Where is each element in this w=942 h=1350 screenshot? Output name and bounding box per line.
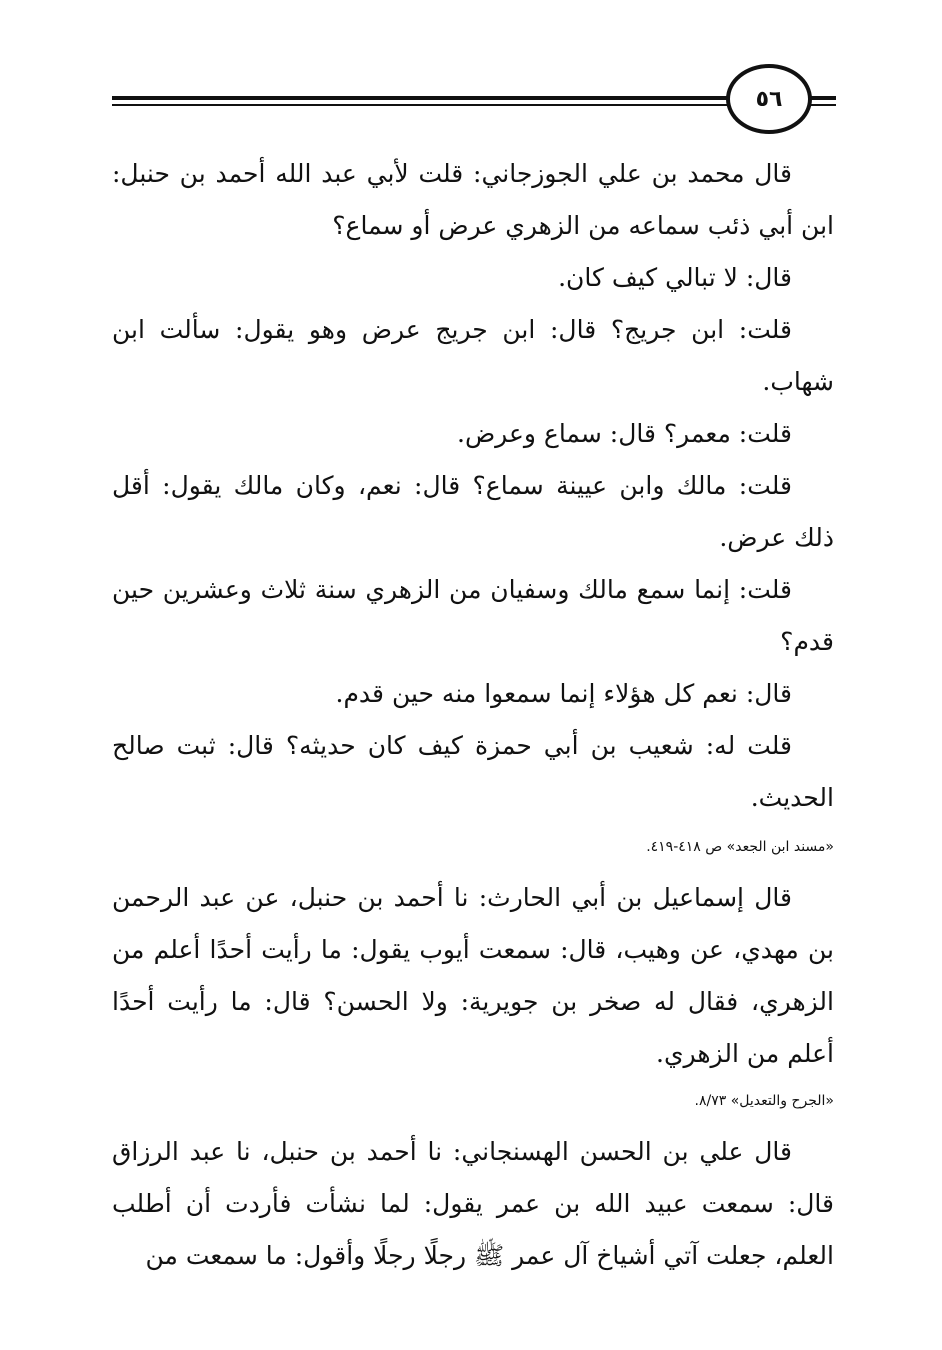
header-rule-right-thin [808, 104, 836, 106]
paragraph: قلت: إنما سمع مالك وسفيان من الزهري سنة ثلاث وعشرين حين قدم؟ [112, 575, 834, 656]
paragraph: قلت: ابن جريج؟ قال: ابن جريج عرض وهو يقول: سألت ابن شهاب. [112, 315, 834, 396]
page-number-badge [726, 64, 812, 134]
page-body [112, 148, 834, 1282]
paragraph: قلت: مالك وابن عيينة سماع؟ قال: نعم، وكان مالك يقول: أقل ذلك عرض. [112, 471, 834, 552]
paragraph: قلت له: شعيب بن أبي حمزة كيف كان حديثه؟ قال: ثبت صالح الحديث. [112, 731, 834, 812]
paragraph: قال: لا تبالي كيف كان. [558, 263, 792, 292]
paragraph: قال: نعم كل هؤلاء إنما سمعوا منه حين قدم. [335, 679, 792, 708]
header-rule-right [808, 96, 836, 100]
header-rule [112, 96, 732, 100]
paragraph: قال إسماعيل بن أبي الحارث: نا أحمد بن حنبل، عن عبد الرحمن بن مهدي، عن وهيب، قال: سمعت أيوب يقول: ما رأيت أحدًا أعلم من الزهري، فقال له صخر بن جويرية: ولا الحسن؟ قال: ما رأيت أحدًا أعلم من الزهري. [112, 883, 834, 1068]
paragraph: قلت: معمر؟ قال: سماع وعرض. [457, 419, 792, 448]
paragraph: قال علي بن الحسن الهسنجاني: نا أحمد بن حنبل، نا عبد الرزاق قال: سمعت عبيد الله بن عمر يقول: لما نشأت فأردت أن أطلب العلم، جعلت آتي أشياخ آل عمر ﷺ رجلًا رجلًا وأقول: ما سمعت من [112, 1137, 834, 1270]
source-reference: «مسند ابن الجعد» ص ٤١٨-٤١٩. [646, 839, 834, 855]
header-rule-thin [112, 104, 732, 106]
paragraph: قال محمد بن علي الجوزجاني: قلت لأبي عبد الله أحمد بن حنبل: ابن أبي ذئب سماعه من الزهري عرض أو سماع؟ [112, 159, 834, 240]
page-header [0, 0, 942, 140]
source-reference: «الجرح والتعديل» ٨/٧٣. [694, 1093, 834, 1109]
page-number: ٥٦ [755, 86, 783, 112]
